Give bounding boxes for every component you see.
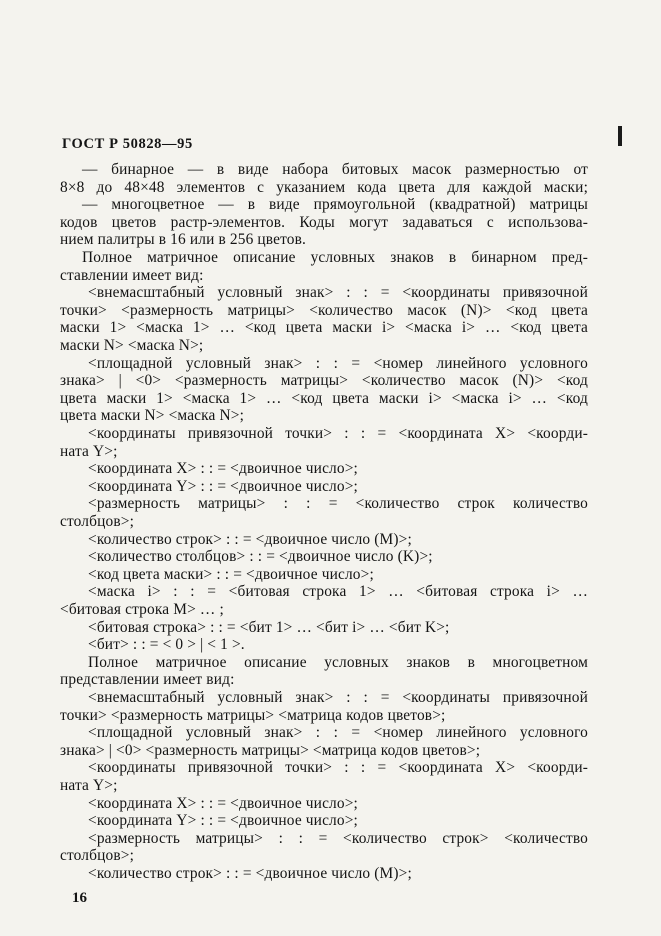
text-line: точки> <размерность матрицы> <матрица кодов цветов>; [60, 706, 446, 724]
text-line: знака> | <0> <размерность матрицы> <матрица кодов цветов>; [60, 741, 481, 759]
text-line: кодов цветов растр-элементов. Коды могут задаваться с использова- [60, 213, 588, 231]
text-line: столбцов>; [60, 513, 135, 530]
text-line: Полное матричное описание условных знаков в бинарном пред- [82, 249, 588, 266]
text-line: <координата X> : : = <двоичное число>; [88, 794, 358, 812]
text-line: <количество строк> : : = <двоичное число (M)>; [88, 530, 412, 548]
text-line: <размерность матрицы> : : = <количество строк> <количество [88, 829, 588, 847]
text-line: нием палитры в 16 или в 256 цветов. [60, 231, 307, 249]
text-line: <площадной условный знак> : : = <номер линейного условного [88, 354, 588, 372]
margin-mark [618, 126, 622, 146]
text-line: <маска i> : : = <битовая строка 1> … <битовая строка i> … [88, 583, 588, 601]
document-header: ГОСТ Р 50828—95 [62, 136, 193, 152]
text-line: ставлении имеет вид: [60, 266, 204, 284]
text-line: маски N> <маска N>; [60, 337, 204, 354]
text-line: Полное матричное описание условных знаков в многоцветном [88, 653, 588, 671]
text-line: <код цвета маски> : : = <двоичное число>; [88, 565, 374, 583]
text-line: <координата Y> : : = <двоичное число>; [88, 812, 358, 830]
text-line: ната Y>; [60, 442, 118, 460]
text-line: цвета маски 1> <маска 1> … <код цвета маски i> <маска i> … <код [60, 389, 588, 407]
text-line: <площадной условный знак> : : = <номер линейного условного [88, 724, 588, 742]
text-line: 8×8 до 48×48 элементов с указанием кода цвета для каждой маски; [60, 178, 588, 196]
text-line: знака> | <0> <размерность матрицы> <количество масок (N)> <код [60, 372, 588, 390]
text-line: <бит> : : = < 0 > | < 1 >. [88, 636, 245, 654]
text-line: <внемасштабный условный знак> : : = <координаты привязочной [88, 284, 588, 302]
text-line: цвета маски N> <маска N>; [60, 407, 245, 425]
text-line: <размерность матрицы> : : = <количество строк количество [88, 495, 588, 513]
text-line: <внемасштабный условный знак> : : = <координаты привязочной [88, 689, 588, 706]
text-line: <координата Y> : : = <двоичное число>; [88, 477, 358, 495]
text-line: ната Y>; [60, 777, 118, 794]
text-line: <координаты привязочной точки> : : = <координата X> <коорди- [88, 759, 588, 777]
text-line: маски 1> <маска 1> … <код цвета маски i> <маска i> … <код цвета [60, 319, 588, 337]
text-line: <количество столбцов> : : = <двоичное число (K)>; [88, 548, 433, 566]
text-line: — бинарное — в виде набора битовых масок размерностью от [82, 161, 588, 178]
text-line: <координаты привязочной точки> : : = <координата X> <коорди- [88, 425, 588, 442]
text-line: <координата X> : : = <двоичное число>; [88, 460, 358, 478]
text-line: точки> <размерность матрицы> <количество масок (N)> <код цвета [60, 301, 588, 319]
page-number: 16 [72, 890, 87, 906]
text-line: представлении имеет вид: [60, 671, 235, 689]
text-line: <битовая строка> : : = <бит 1> … <бит i> … <бит K>; [88, 618, 450, 636]
text-line: <битовая строка M> … ; [60, 601, 224, 618]
text-line: <количество строк> : : = <двоичное число (M)>; [88, 865, 412, 882]
text-line: — многоцветное — в виде прямоугольной (квадратной) матрицы [82, 196, 588, 214]
text-line: столбцов>; [60, 847, 135, 865]
